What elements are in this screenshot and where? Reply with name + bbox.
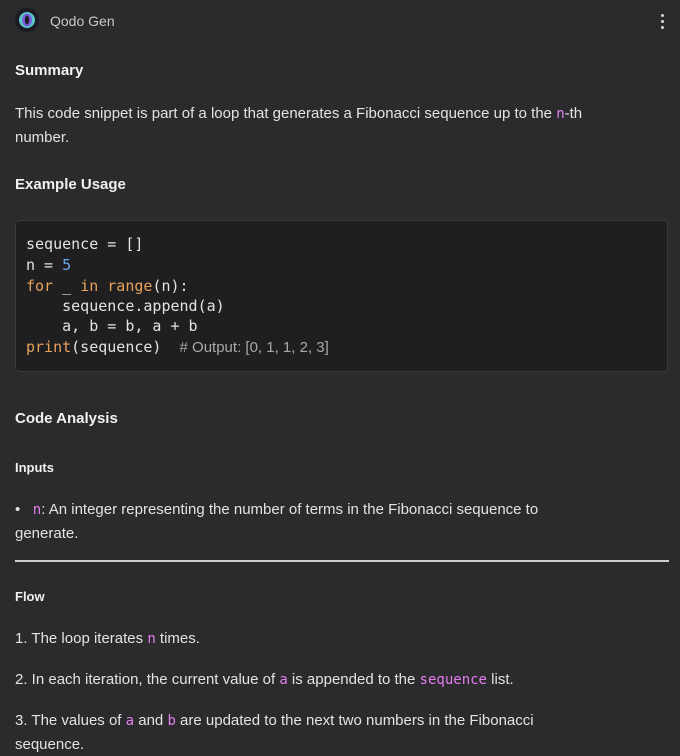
code-block[interactable] [15, 220, 668, 372]
flow-heading: Flow [15, 589, 45, 604]
code-line-5: a, b = b, a + b [26, 317, 198, 335]
flow-step-2: 2. In each iteration, the current value of a is appended to the sequence list. [15, 671, 514, 688]
input-item: • n: An integer representing the number of terms in the Fibonacci sequence to generate. [15, 501, 539, 542]
code-line-1: sequence = [] [26, 235, 144, 253]
more-menu-icon[interactable] [656, 14, 668, 34]
bullet: • [15, 501, 21, 518]
code-line-6: print(sequence) # Output: [0, 1, 1, 2, 3] [26, 338, 329, 356]
code-line-2: n = 5 [26, 256, 72, 274]
divider [15, 560, 669, 562]
header [0, 0, 680, 44]
flow-step-3: 3. The values of a and b are updated to the next two numbers in the Fibonacci sequence. [15, 712, 534, 753]
example-usage-heading: Example Usage [15, 176, 126, 193]
flow-step-1: 1. The loop iterates n times. [15, 630, 200, 647]
summary-heading: Summary [15, 62, 84, 79]
qodo-logo-icon [15, 8, 39, 32]
code-analysis-heading: Code Analysis [15, 410, 118, 427]
inline-code-n: n [32, 502, 42, 518]
code-line-3: for _ in range(n): [26, 277, 189, 295]
inputs-heading: Inputs [15, 460, 54, 475]
app-title: Qodo Gen [50, 13, 115, 29]
code-line-4: sequence.append(a) [26, 297, 225, 315]
inline-code-n: n [556, 106, 565, 122]
summary-text: This code snippet is part of a loop that generates a Fibonacci sequence up to the n-th number. [15, 105, 583, 146]
